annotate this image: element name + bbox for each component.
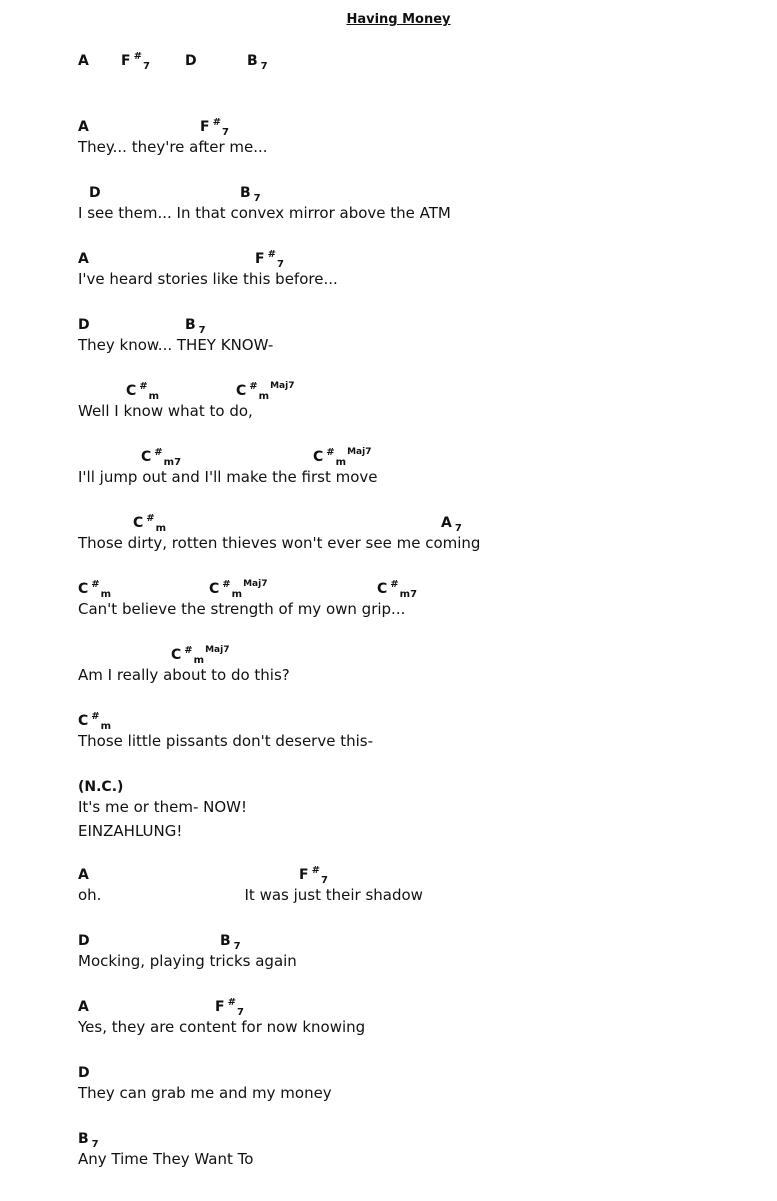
- lyric-line: I've heard stories like this before...: [78, 270, 338, 288]
- lyric-line: Well I know what to do,: [78, 402, 253, 420]
- chord: F #$_7$: [121, 51, 150, 72]
- chord: F #$_7$: [200, 117, 229, 138]
- chord: D: [89, 185, 101, 201]
- chord: F #$_7$: [299, 865, 328, 886]
- chord: D: [78, 1065, 90, 1081]
- chord: A: [78, 53, 89, 69]
- chord: A $_7$: [441, 515, 462, 534]
- chord: A: [78, 119, 89, 135]
- chord: D: [78, 933, 90, 949]
- chord: A: [78, 251, 89, 267]
- chord: (N.C.): [78, 779, 124, 795]
- chord: B $_7$: [240, 185, 261, 204]
- chord: C #$_m$: [133, 513, 167, 534]
- chord: A: [78, 867, 89, 883]
- lyric-line: Those little pissants don't deserve this-: [78, 732, 373, 750]
- lyric-line: They can grab me and my money: [78, 1084, 332, 1102]
- lyric-line: Yes, they are content for now knowing: [78, 1018, 366, 1036]
- lyric-line: It's me or them- NOW!: [78, 798, 248, 816]
- chord: C #$_{m7}$: [141, 447, 182, 468]
- chord: F #$_7$: [215, 997, 244, 1018]
- lyric-line: I see them... In that convex mirror above the ATM: [78, 204, 451, 222]
- chord: B $_7$: [220, 933, 241, 952]
- lyric-line: Any Time They Want To: [78, 1150, 254, 1168]
- chord: D: [185, 53, 197, 69]
- lyric-line: I'll jump out and I'll make the first move: [78, 468, 378, 486]
- chord: C #$_m$: [78, 579, 112, 600]
- lyric-line: They know... THEY KNOW-: [78, 336, 274, 354]
- lyric-line: Those dirty, rotten thieves won't ever see me coming: [78, 534, 481, 552]
- chord: D: [78, 317, 90, 333]
- lyric-line: Can't believe the strength of my own grip...: [78, 600, 406, 618]
- chord: B $_7$: [247, 53, 268, 72]
- lyric-line: oh. It was just their shadow: [78, 886, 423, 904]
- chord: C #$_m$: [126, 381, 160, 402]
- chord: C #$_m^{Maj7}$: [236, 381, 295, 402]
- chord: A: [78, 999, 89, 1015]
- chord: C #$_m^{Maj7}$: [313, 447, 372, 468]
- song-title: Having Money: [346, 12, 451, 27]
- lyric-line: Mocking, playing tricks again: [78, 952, 297, 970]
- lyric-line: EINZAHLUNG!: [78, 822, 183, 840]
- chord: C #$_m^{Maj7}$: [171, 645, 230, 666]
- chord: B $_7$: [78, 1131, 99, 1150]
- chord-line: [0, 51, 777, 80]
- chord: C #$_m^{Maj7}$: [209, 579, 268, 600]
- chord: C #$_m$: [78, 711, 112, 732]
- lyric-line: They... they're after me...: [78, 138, 268, 156]
- chord: B $_7$: [185, 317, 206, 336]
- chord: C #$_{m7}$: [377, 579, 418, 600]
- lyric-line: Am I really about to do this?: [78, 666, 290, 684]
- chord: F #$_7$: [255, 249, 284, 270]
